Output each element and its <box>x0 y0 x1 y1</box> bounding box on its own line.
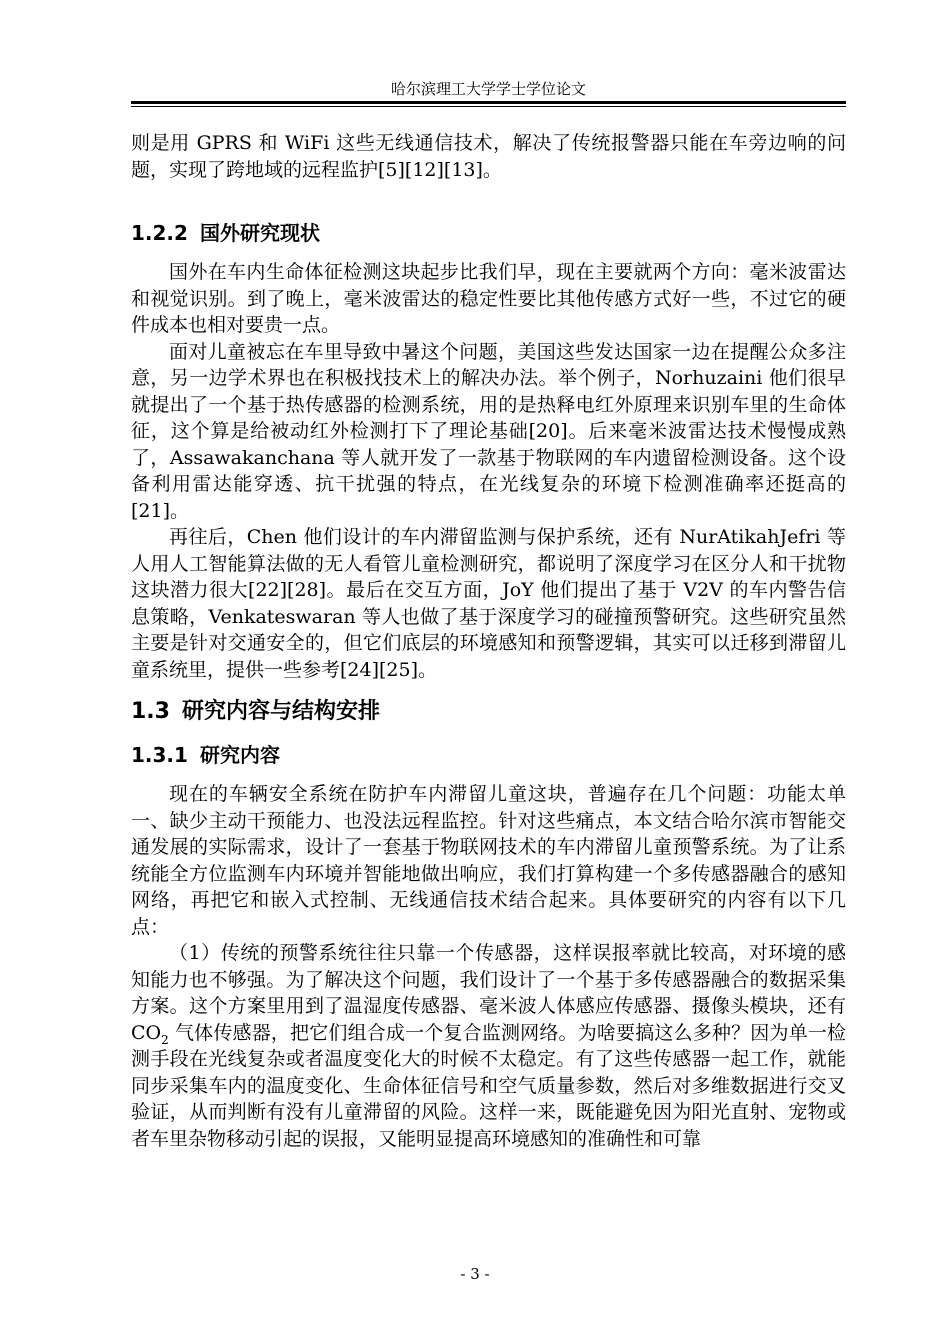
body-text <box>131 130 846 1152</box>
running-header: 哈尔滨理工大学学士学位论文 <box>390 80 586 98</box>
paragraph-content-2-part-b: 气体传感器，把它们组合成一个复合监测网络。为啥要搞这么多种？因为单一检测手段在光线复杂或者温度变化大的时候不太稳定。有了这些传感器一起工作，就能同步采集车内的温度变化、生命体征信号和空气质量参数，然后对多维数据进行交叉验证，从而判断有没有儿童滞留的风险。这样一来，既能避免因为阳光直射、宠物或者车里杂物移动引起的误报，又能明显提高环境感知的准确性和可靠 <box>131 1021 846 1150</box>
paragraph-foreign-1: 国外在车内生命体征检测这块起步比我们早，现在主要就两个方向：毫米波雷达和视觉识别。到了晚上，毫米波雷达的稳定性要比其他传感方式好一些，不过它的硬件成本也相对要贵一点。 <box>131 261 846 336</box>
page-number: - 3 - <box>460 1265 490 1283</box>
paragraph-intro: 则是用 GPRS 和 WiFi 这些无线通信技术，解决了传统报警器只能在车旁边响的问题，实现了跨地域的远程监护[5][12][13]。 <box>131 132 846 181</box>
header-rule-thin <box>131 106 846 107</box>
section-number: 1.3.1 <box>131 743 188 767</box>
section-heading-1-2-2 <box>131 219 846 247</box>
section-heading-1-3-1 <box>131 741 846 769</box>
section-number: 1.3 <box>131 699 170 724</box>
paragraph-content-2 <box>131 940 846 1152</box>
section-title: 国外研究现状 <box>199 221 320 245</box>
paragraph-foreign-2: 面对儿童被忘在车里导致中暑这个问题，美国这些发达国家一边在提醒公众多注意，另一边学术界也在积极找技术上的解决办法。举个例子，Norhuzaini 他们很早就提出了一个基于热传感器的检测系统，用的是热释电红外原理来识别车里的生命体征，这个算是给被动红外检测打下了理论基础[20]。后来毫米波雷达技术慢慢成熟了，Assawakanchana 等人就开发了一款基于物联网的车内遗留检测设备。这个设备利用雷达能穿透、抗干扰强的特点，在光线复杂的环境下检测准确率还挺高的[21]。 <box>131 340 846 522</box>
co2-subscript: 2 <box>161 1032 169 1047</box>
section-heading-1-3 <box>131 697 846 727</box>
section-title: 研究内容与结构安排 <box>181 699 380 724</box>
paragraph-content-1: 现在的车辆安全系统在防护车内滞留儿童这块，普遍存在几个问题：功能太单一、缺少主动干预能力、也没法远程监控。针对这些痛点，本文结合哈尔滨市智能交通发展的实际需求，设计了一套基于物联网技术的车内滞留儿童预警系统。为了让系统能全方位监测车内环境并智能地做出响应，我们打算构建一个多传感器融合的感知网络，再把它和嵌入式控制、无线通信技术结合起来。具体要研究的内容有以下几点： <box>131 783 846 938</box>
section-number: 1.2.2 <box>131 221 188 245</box>
header-rule-thick <box>131 101 846 104</box>
section-title: 研究内容 <box>199 743 280 767</box>
paragraph-foreign-3: 再往后，Chen 他们设计的车内滞留监测与保护系统，还有 NurAtikahJefri 等人用人工智能算法做的无人看管儿童检测研究，都说明了深度学习在区分人和干扰物这块潜力很大[22][28]。最后在交互方面，JoY 他们提出了基于 V2V 的车内警告信息策略，Venkateswaran 等人也做了基于深度学习的碰撞预警研究。这些研究虽然主要是针对交通安全的，但它们底层的环境感知和预警逻辑，其实可以迁移到滞留儿童系统里，提供一些参考[24][25]。 <box>131 526 846 681</box>
paragraph-content-2-part-a: （1）传统的预警系统往往只靠一个传感器，这样误报率就比较高，对环境的感知能力也不够强。为了解决这个问题，我们设计了一个基于多传感器融合的数据采集方案。这个方案里用到了温湿度传感器、毫米波人体感应传感器、摄像头模块，还有 CO <box>131 942 846 1044</box>
